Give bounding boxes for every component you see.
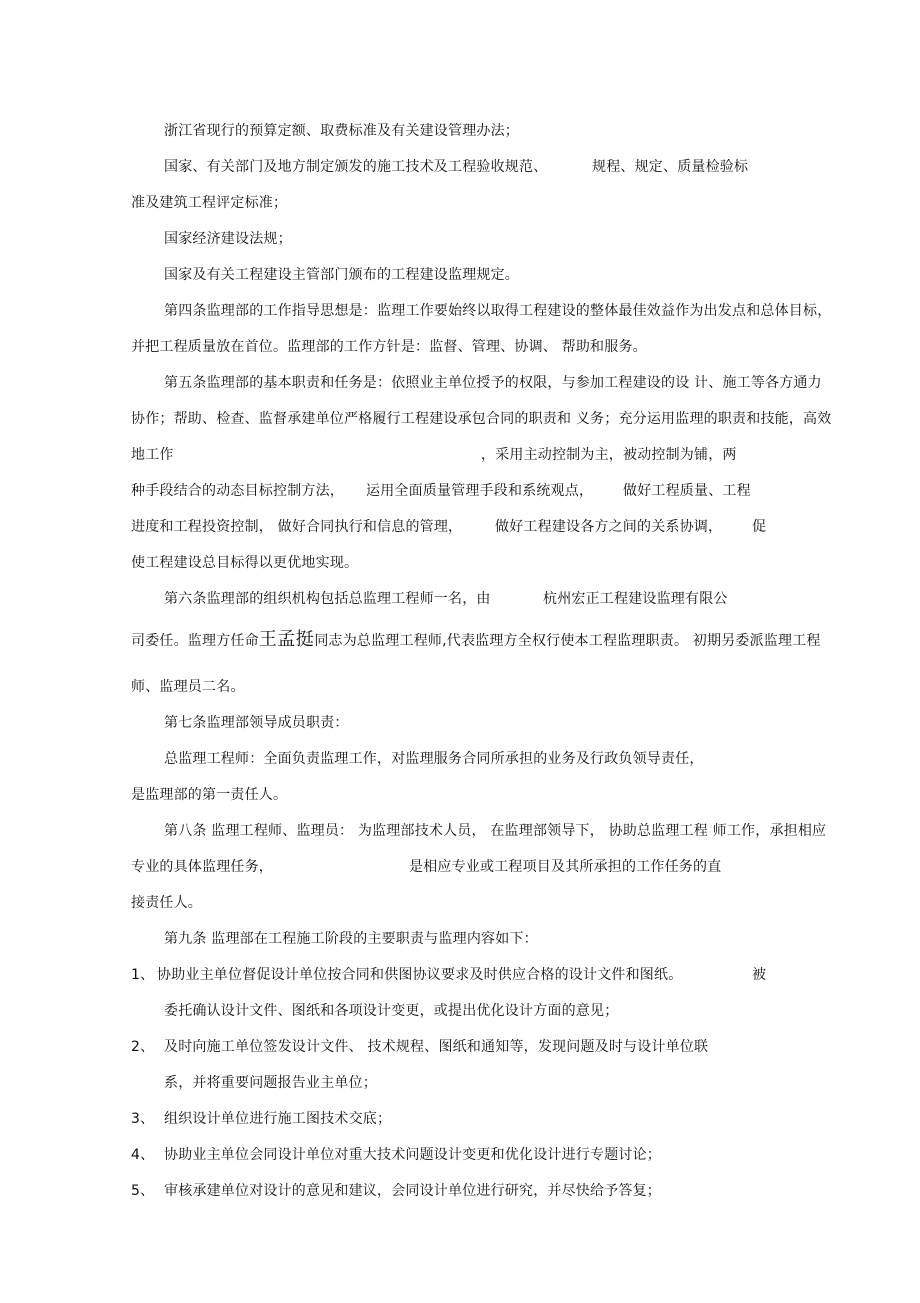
text-line xyxy=(131,630,821,651)
text-line-content: 是相应专业或工程项目及其所承担的工作任务的直 xyxy=(409,859,722,875)
list-item-text: 及时向施工单位签发设计文件、 技术规程、图纸和通知等，发现问题及时与设计单位联 xyxy=(164,1039,709,1055)
text-line-content: 进度和工程投资控制， 做好合同执行和信息的管理， xyxy=(131,519,463,535)
text-line xyxy=(164,929,538,949)
list-item-number: 5、 xyxy=(131,1183,155,1199)
text-line-content: 并把工程质量放在首位。监理部的工作方针是：监督、管理、协调、 帮助和服务。 xyxy=(131,339,647,355)
text-line-content: ，采用主动控制为主，被动控制为铺，两 xyxy=(481,447,737,463)
list-item-number: 2、 xyxy=(131,1039,155,1055)
chief-engineer-name: 王孟挺 xyxy=(258,629,315,650)
list-item-number: 3、 xyxy=(131,1111,155,1127)
list-item-text: 组织设计单位进行施工图技术交底； xyxy=(164,1111,392,1127)
text-line-content: 第六条监理部的组织机构包括总监理工程师一名，由 xyxy=(164,591,491,607)
text-line xyxy=(164,301,831,321)
text-line xyxy=(164,373,822,393)
text-line xyxy=(131,893,202,913)
text-line xyxy=(164,265,519,285)
text-line xyxy=(131,337,647,357)
text-line-content: 是监理部的第一责任人。 xyxy=(131,787,288,803)
list-item-text: 委托确认设计文件、图纸和各项设计变更，或提出优化设计方面的意见； xyxy=(164,1003,619,1019)
text-line-content: 总监理工程师：全面负责监理工作，对监理服务合同所承担的业务及行政负领导责任， xyxy=(164,751,704,767)
text-line xyxy=(164,229,292,249)
text-line-content: 运用全面质量管理手段和系统观点， xyxy=(366,483,594,499)
list-item-number: 1、 xyxy=(131,967,155,983)
text-line-content: 国家经济建设法规； xyxy=(164,231,292,247)
company-name: 杭州宏正工程建设监理有限公 xyxy=(543,591,728,607)
text-line-content: 同志为总监理工程师,代表监理方全权行使本工程监理职责。 初期另委派监理工程 xyxy=(314,633,821,649)
text-line-content: 第九条 监理部在工程施工阶段的主要职责与监理内容如下： xyxy=(164,931,538,947)
text-line-content: 规程、规定、质量检验标 xyxy=(592,159,749,175)
text-line-content: 专业的具体监理任务， xyxy=(131,859,273,875)
text-line-content: 种手段结合的动态目标控制方法， xyxy=(131,483,344,499)
text-line xyxy=(164,121,519,141)
text-line xyxy=(131,409,831,429)
text-line xyxy=(131,677,245,697)
text-line-content: 浙江省现行的预算定额、取费标准及有关建设管理办法； xyxy=(164,123,519,139)
text-line xyxy=(131,553,358,573)
list-item-number: 4、 xyxy=(131,1147,155,1163)
list-item-text: 系，并将重要问题报告业主单位； xyxy=(164,1075,377,1091)
text-line-content: 使工程建设总目标得以更优地实现。 xyxy=(131,555,359,571)
list-item-text: 协助业主单位会同设计单位对重大技术问题设计变更和优化设计进行专题讨论； xyxy=(164,1147,661,1163)
text-line xyxy=(164,821,826,841)
text-line-content: 地工作 xyxy=(131,447,174,463)
text-line xyxy=(164,749,704,769)
text-line xyxy=(164,713,349,733)
text-line-content: 国家、有关部门及地方制定颁发的施工技术及工程验收规范、 xyxy=(164,159,548,175)
text-line-content: 第五条监理部的基本职责和任务是：依照业主单位授予的权限，与参加工程建设的设 计、施工等各方通力 xyxy=(164,375,822,391)
list-item-text: 审核承建单位对设计的意见和建议，会同设计单位进行研究，并尽快给予答复； xyxy=(164,1183,661,1199)
text-line-content: 师、监理员二名。 xyxy=(131,679,245,695)
text-line xyxy=(131,785,287,805)
list-item-text: 被 xyxy=(752,967,767,983)
text-line-content: 接责任人。 xyxy=(131,895,202,911)
text-line-content: 第七条监理部领导成员职责： xyxy=(164,715,349,731)
text-line-content: 准及建筑工程评定标准； xyxy=(131,195,288,211)
text-line-content: 做好工程质量、工程 xyxy=(623,483,751,499)
text-line-content: 司委任。监理方任命 xyxy=(131,633,259,649)
text-line-content: 促 xyxy=(752,519,767,535)
text-line-content: 国家及有关工程建设主管部门颁布的工程建设监理规定。 xyxy=(164,267,519,283)
list-item-continuation xyxy=(164,1073,377,1093)
list-item-text: 协助业主单位督促设计单位按合同和供图协议要求及时供应合格的设计文件和图纸。 xyxy=(157,967,683,983)
text-line-content: 第八条 监理工程师、监理员： 为监理部技术人员， 在监理部领导下， 协助总监理工程 师工作，承担相应 xyxy=(164,823,827,839)
text-line-content: 协作；帮助、检查、监督承建单位严格履行工程建设承包合同的职责和 义务；充分运用监理的职责和技能，高效 xyxy=(131,411,832,427)
text-line xyxy=(131,193,287,213)
list-item-continuation xyxy=(164,1001,618,1021)
text-line-content: 做好工程建设各方之间的关系协调， xyxy=(495,519,723,535)
text-line-content: 第四条监理部的工作指导思想是：监理工作要始终以取得工程建设的整体最佳效益作为出发点和总体目标， xyxy=(164,303,832,319)
